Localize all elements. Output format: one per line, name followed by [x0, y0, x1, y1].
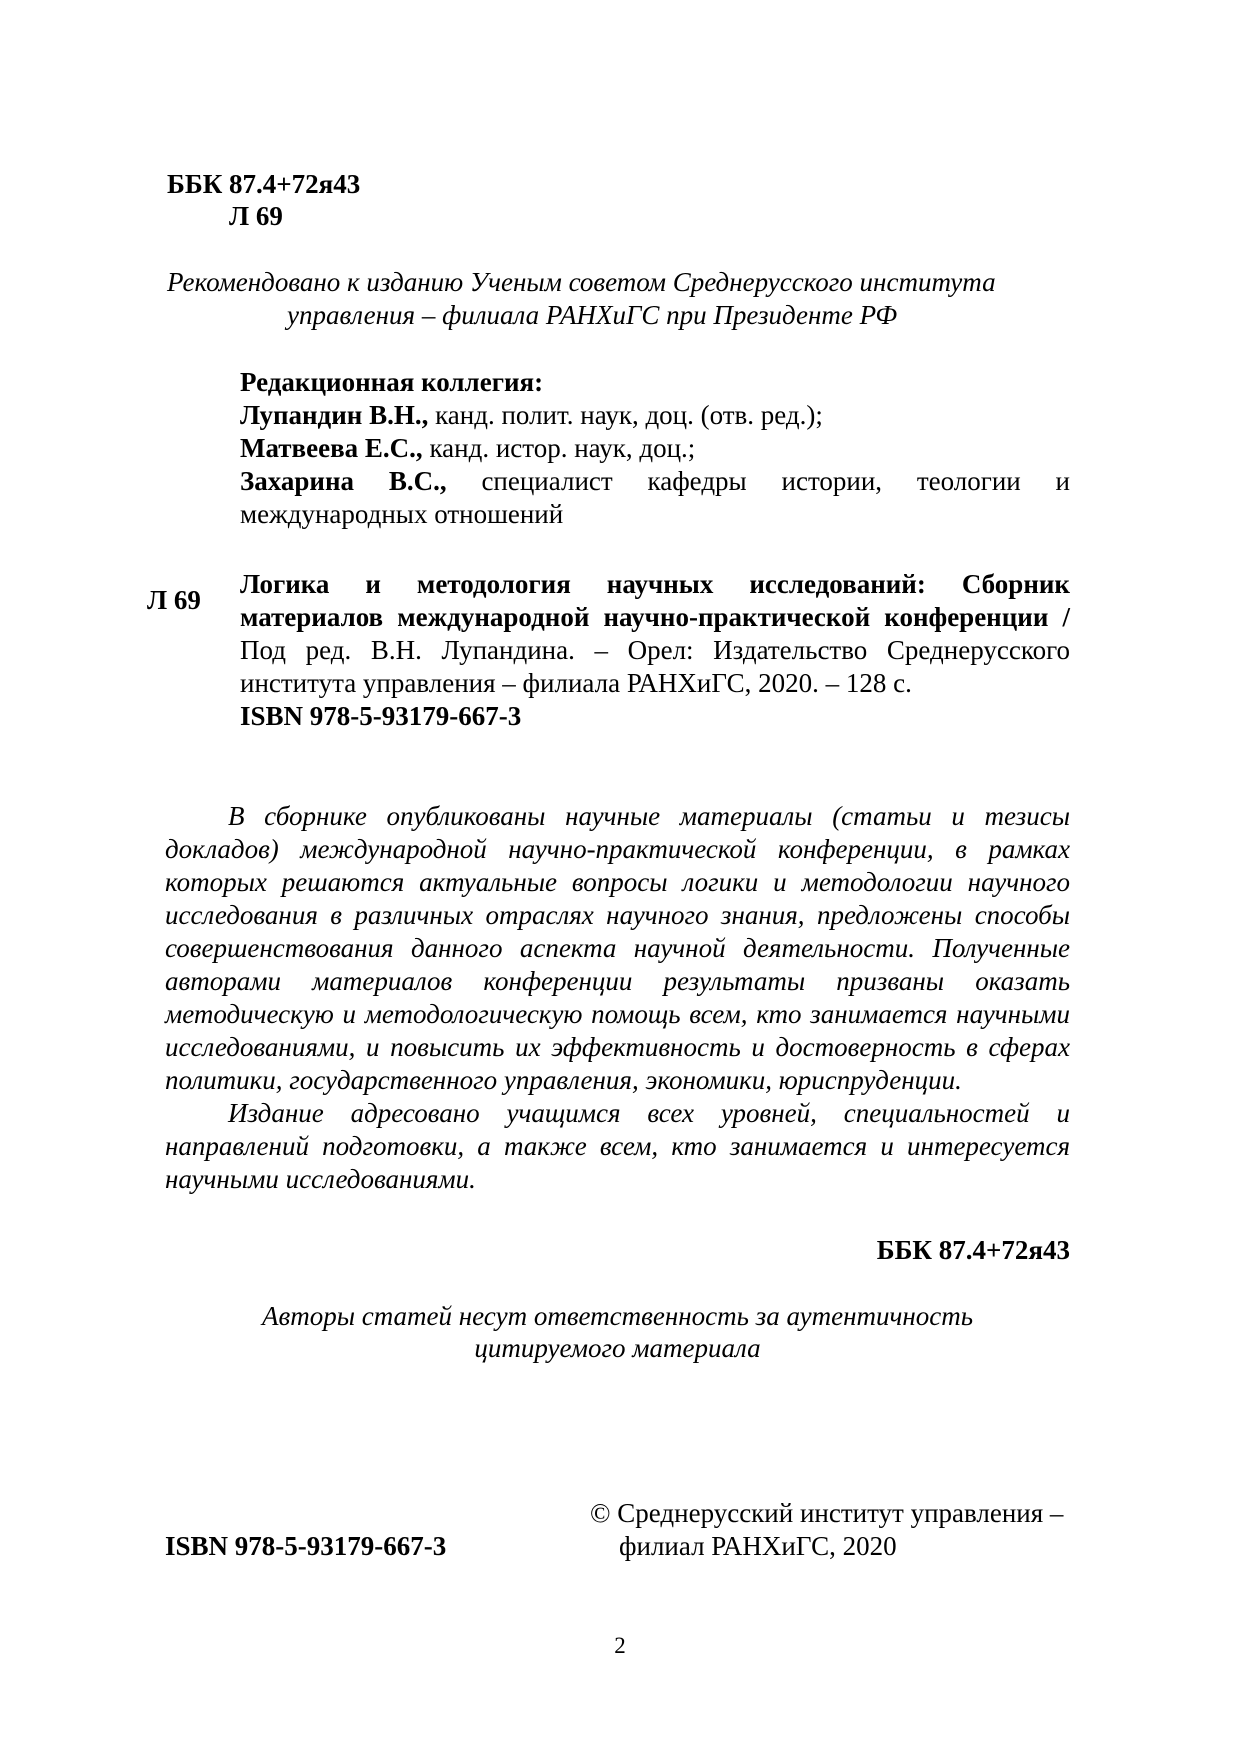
- copyright-line-2: филиал РАНХиГС, 2020: [619, 1531, 897, 1561]
- author-mark: Л 69: [229, 201, 283, 231]
- copyright-line-1: © Среднерусский институт управления –: [590, 1498, 1064, 1528]
- annotation-paragraph-2: Издание адресовано учащимся всех уровней, специальностей и направлений подготовки, а также всем, кто занимается и интересуется научными исследованиями.: [165, 1098, 1070, 1194]
- editorial-member: Лупандин В.Н., канд. полит. наук, доц. (отв. ред.);: [240, 400, 823, 430]
- editorial-member: Матвеева Е.С., канд. истор. наук, доц.;: [240, 433, 696, 463]
- disclaimer-line-2: цитируемого материала: [474, 1333, 761, 1363]
- recommendation-line-2: управления – филиала РАНХиГС при Президенте РФ: [287, 300, 898, 330]
- bibliographic-description: Логика и методология научных исследований: Сборник материалов международной научно-практической конференции / Под ред. В.Н. Лупандина. – Орел: Издательство Среднерусского института управления – филиала РАНХиГС, 2020. – 128 с.: [240, 569, 1070, 698]
- editorial-board-title: Редакционная коллегия:: [240, 367, 544, 397]
- page-number: 2: [614, 1633, 626, 1658]
- bbk-code: ББК 87.4+72я43: [167, 169, 361, 199]
- editorial-board: [240, 366, 1070, 531]
- bbk-code-annotation: ББК 87.4+72я43: [876, 1235, 1070, 1265]
- bibliographic-record: [240, 568, 1070, 733]
- annotation-paragraph-1: В сборнике опубликованы научные материалы (статьи и тезисы докладов) международной научно-практической конференции, в рамках которых решаются актуальные вопросы логики и методологии научного исследования в различных отраслях научного знания, предложены способы совершенствования данного аспекта научной деятельности. Полученные авторами материалов конференции результаты призваны оказать методическую и методологическую помощь всем, кто занимается научными исследованиями, и повысить их эффективность и достоверность в сферах политики, государственного управления, экономики, юриспруденции.: [165, 801, 1070, 1095]
- recommendation-line-1: Рекомендовано к изданию Ученым советом Среднерусского института: [167, 267, 996, 297]
- disclaimer-line-1: Авторы статей несут ответственность за аутентичность: [261, 1301, 974, 1331]
- editorial-member: Захарина В.С., специалист кафедры истории, теологии и международных отношений: [240, 466, 1070, 529]
- isbn-bibliographic: ISBN 978-5-93179-667-3: [240, 701, 522, 731]
- annotation: [165, 800, 1070, 1196]
- isbn-footer: ISBN 978-5-93179-667-3: [165, 1531, 447, 1561]
- bibliographic-mark: Л 69: [147, 585, 201, 615]
